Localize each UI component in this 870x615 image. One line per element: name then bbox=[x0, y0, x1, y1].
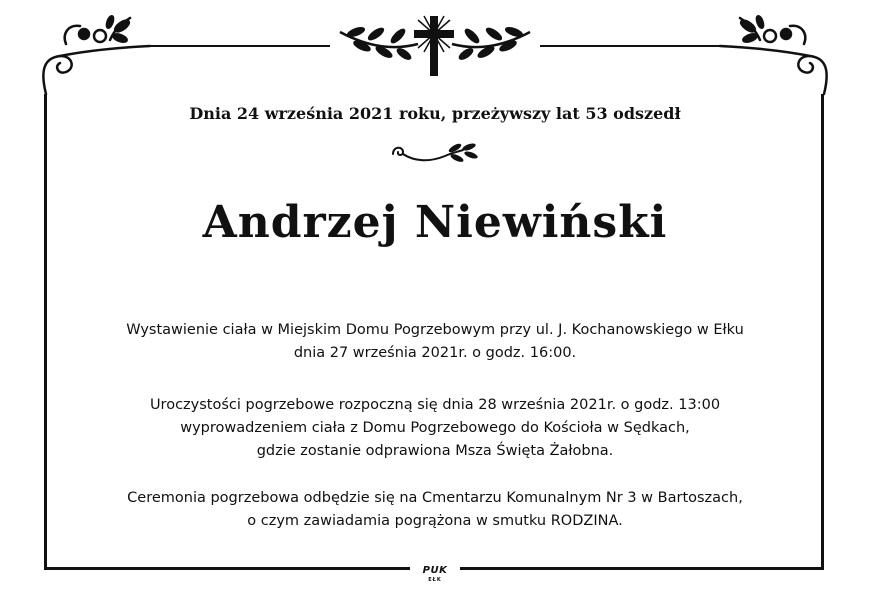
viewing-paragraph bbox=[0, 319, 870, 365]
paragraph-line: Ceremonia pogrzebowa odbędzie się na Cmentarzu Komunalnym Nr 3 w Bartoszach, bbox=[127, 490, 743, 506]
laurel-branch-left-icon bbox=[340, 26, 418, 62]
paragraph-line: gdzie zostanie odprawiona Msza Święta Żałobna. bbox=[256, 443, 614, 459]
paragraph-line: Wystawienie ciała w Miejskim Domu Pogrzebowym przy ul. J. Kochanowskiego w Ełku bbox=[126, 322, 744, 338]
flourish-right-icon bbox=[720, 16, 827, 94]
cross-with-rays-icon bbox=[414, 16, 454, 76]
logo-main-text: PUK bbox=[422, 565, 448, 576]
paragraph-line: dnia 27 września 2021r. o godz. 16:00. bbox=[293, 345, 577, 361]
burial-paragraph bbox=[0, 487, 870, 533]
flourish-ornament-icon bbox=[385, 140, 485, 168]
paragraph-line: Uroczystości pogrzebowe rozpoczną się dnia 28 września 2021r. o godz. 13:00 bbox=[149, 397, 721, 413]
ceremony-paragraph bbox=[0, 394, 870, 463]
laurel-branch-right-icon bbox=[452, 26, 530, 62]
intro-text: Dnia 24 września 2021 roku, przeżywszy lat 53 odszedł bbox=[189, 104, 681, 123]
logo-sub-text: EŁK bbox=[428, 577, 442, 583]
paragraph-line: wyprowadzeniem ciała z Domu Pogrzebowego do Kościoła w Sędkach, bbox=[180, 420, 690, 436]
top-ornament bbox=[0, 0, 870, 100]
flourish-left-icon bbox=[43, 16, 150, 94]
deceased-name: Andrzej Niewiński bbox=[202, 197, 668, 248]
puk-logo bbox=[410, 560, 460, 588]
paragraph-line: o czym zawiadamia pogrążona w smutku RODZINA. bbox=[247, 513, 623, 529]
